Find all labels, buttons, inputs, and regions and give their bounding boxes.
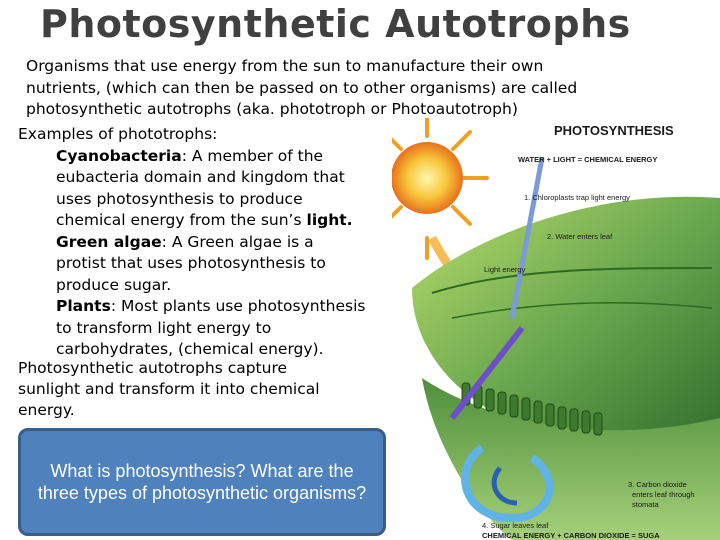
cyanobacteria-line-4 [56,210,353,232]
summary-line-2: sunlight and transform it into chemical [18,380,320,398]
sun-illustration [392,118,487,258]
step-3-label-1: 3. Carbon dioxide [628,480,687,489]
summary-line-3: energy. [18,401,75,419]
cyanobacteria-text-1: : A member of the [181,147,324,165]
cyanobacteria-text-4: chemical energy from the sun’s [56,211,307,229]
green-algae-line-1 [56,232,314,254]
intro-line-2: nutrients, (which can then be passed on to other organisms) are called [26,79,578,97]
diagram-title: PHOTOSYNTHESIS [554,123,674,138]
plants-term: Plants [56,297,111,315]
sun-icon [392,142,463,214]
slide-title: Photosynthetic Autotrophs [40,2,631,46]
cyanobacteria-line-1 [56,146,323,168]
light-energy-label: Light energy [484,265,526,274]
green-algae-text-1: : A Green algae is a [161,233,314,251]
step-1-label: 1. Chloroplasts trap light energy [524,193,630,202]
question-callout [18,428,386,536]
plants-line-2: to transform light energy to [56,319,272,337]
plants-line-1 [56,296,365,318]
cyanobacteria-line-2: eubacteria domain and kingdom that [56,168,345,186]
intro-line-1: Organisms that use energy from the sun to manufacture their own [26,57,544,75]
plants-text-1: : Most plants use photosynthesis [110,297,366,315]
cyanobacteria-line-3: uses photosynthesis to produce [56,190,303,208]
equation-top: WATER + LIGHT = CHEMICAL ENERGY [518,155,658,164]
examples-heading: Examples of phototrophs: [18,125,218,143]
green-algae-line-2: protist that uses photosynthesis to [56,254,326,272]
photosynthesis-diagram [392,118,720,540]
light-emphasis: light. [306,211,353,229]
step-3-label-2: enters leaf through [632,490,695,499]
question-text: What is photosynthesis? What are the three types of photosynthetic organisms? [37,461,367,503]
step-3-label-3: stomata [632,500,659,509]
cyanobacteria-term: Cyanobacteria [56,147,182,165]
summary-line-1: Photosynthetic autotrophs capture [18,359,288,377]
equation-bottom: CHEMICAL ENERGY + CARBON DIOXIDE = SUGA [482,531,660,540]
green-algae-term: Green algae [56,233,162,251]
green-algae-line-3: produce sugar. [56,276,172,294]
intro-line-3: photosynthetic autotrophs (aka. phototroph or Photoautotroph) [26,100,518,118]
step-4-label: 4. Sugar leaves leaf [482,521,549,530]
plants-line-3: carbohydrates, (chemical energy). [56,340,324,358]
step-2-label: 2. Water enters leaf [547,232,613,241]
